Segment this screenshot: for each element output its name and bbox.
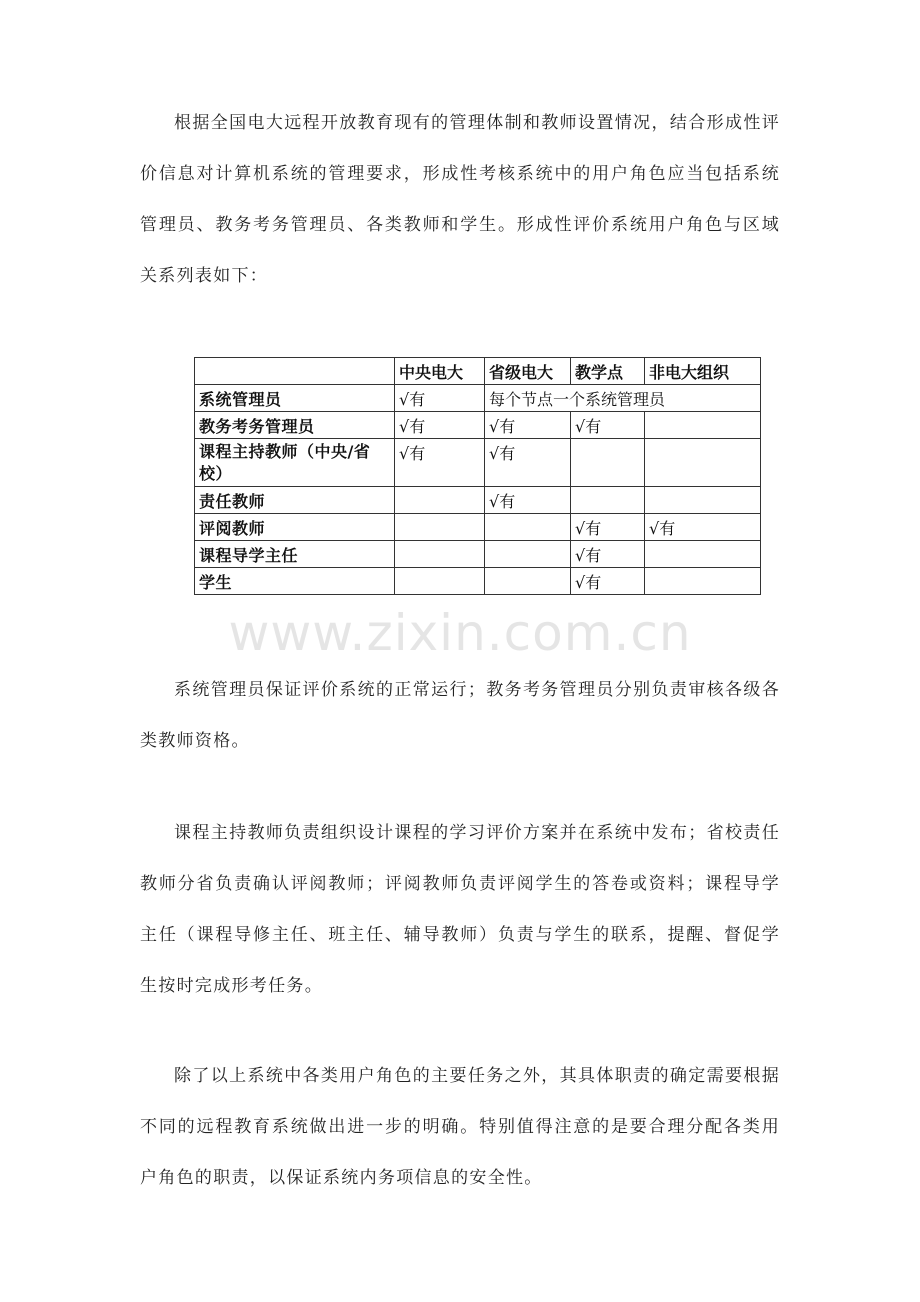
table-cell: √有 <box>395 385 485 412</box>
table-cell <box>485 541 571 568</box>
table-cell <box>645 487 761 514</box>
table-row <box>195 541 761 568</box>
table-header-row <box>195 358 761 385</box>
role-cell: 课程主持教师（中央/省校） <box>195 439 395 487</box>
table-row <box>195 412 761 439</box>
admin-duties-paragraph: 系统管理员保证评价系统的正常运行；教务考务管理员分别负责审核各级各类教师资格。 <box>140 680 780 751</box>
table-cell <box>395 568 485 595</box>
role-region-table <box>194 357 761 595</box>
closing-paragraph: 除了以上系统中各类用户角色的主要任务之外，其具体职责的确定需要根据不同的远程教育系统做出进一步的明确。特别值得注意的是要合理分配各类用户角色的职责，以保证系统内务项信息的安全性。 <box>140 1066 780 1188</box>
header-cell-central: 中央电大 <box>395 358 485 385</box>
table-cell: √有 <box>571 412 645 439</box>
table-cell <box>645 412 761 439</box>
header-cell-provincial: 省级电大 <box>485 358 571 385</box>
table-cell <box>645 439 761 487</box>
table-row <box>195 514 761 541</box>
table-cell: √有 <box>395 439 485 487</box>
table-cell: √有 <box>571 514 645 541</box>
role-cell: 评阅教师 <box>195 514 395 541</box>
teacher-duties-paragraph: 课程主持教师负责组织设计课程的学习评价方案并在系统中发布；省校责任教师分省负责确认评阅教师；评阅教师负责评阅学生的答卷或资料；课程导学主任（课程导修主任、班主任、辅导教师）负责与学生的联系，提醒、督促学生按时完成形考任务。 <box>140 823 780 996</box>
table-cell <box>395 514 485 541</box>
table-cell: √有 <box>571 541 645 568</box>
table-cell <box>645 541 761 568</box>
table-cell: √有 <box>395 412 485 439</box>
table-cell-merged: 每个节点一个系统管理员 <box>485 385 761 412</box>
table-row <box>195 439 761 487</box>
role-cell: 教务考务管理员 <box>195 412 395 439</box>
table-cell: √有 <box>485 439 571 487</box>
table-cell: √有 <box>571 568 645 595</box>
header-cell-non-tvu: 非电大组织 <box>645 358 761 385</box>
table-cell <box>395 487 485 514</box>
table-cell <box>571 487 645 514</box>
table-cell <box>485 514 571 541</box>
role-cell: 责任教师 <box>195 487 395 514</box>
role-cell: 课程导学主任 <box>195 541 395 568</box>
table-row <box>195 385 761 412</box>
role-region-table-container <box>194 357 760 595</box>
table-row <box>195 487 761 514</box>
table-cell: √有 <box>645 514 761 541</box>
table-cell: √有 <box>485 487 571 514</box>
table-cell <box>395 541 485 568</box>
table-cell <box>645 568 761 595</box>
header-cell-empty <box>195 358 395 385</box>
role-cell: 系统管理员 <box>195 385 395 412</box>
table-cell <box>485 568 571 595</box>
table-row <box>195 568 761 595</box>
header-cell-teaching-point: 教学点 <box>571 358 645 385</box>
table-cell: √有 <box>485 412 571 439</box>
table-cell <box>571 439 645 487</box>
watermark: www.zixin.com.cn <box>228 604 692 662</box>
role-cell: 学生 <box>195 568 395 595</box>
intro-paragraph: 根据全国电大远程开放教育现有的管理体制和教师设置情况，结合形成性评价信息对计算机系统的管理要求，形成性考核系统中的用户角色应当包括系统管理员、教务考务管理员、各类教师和学生。形成性评价系统用户角色与区域关系列表如下： <box>140 113 780 286</box>
